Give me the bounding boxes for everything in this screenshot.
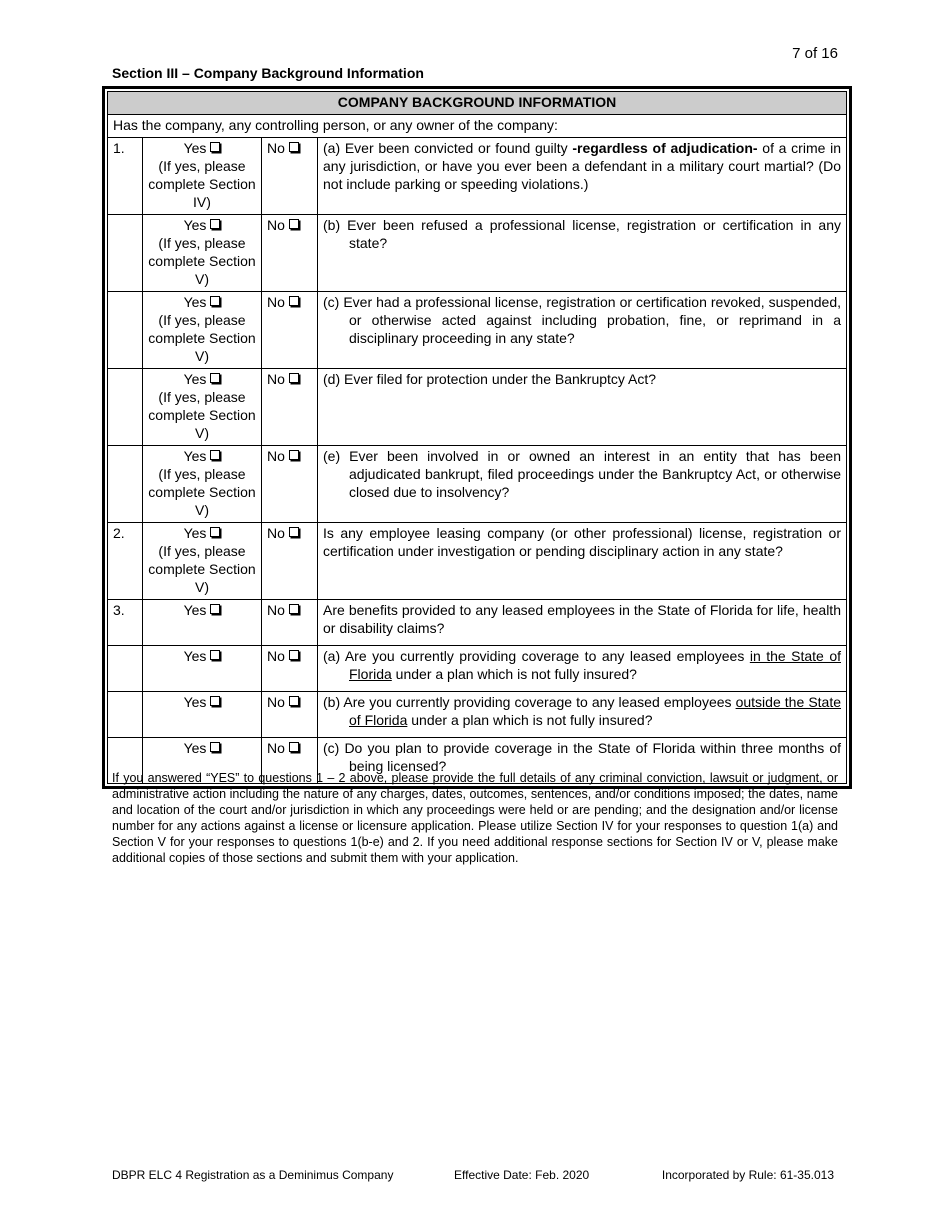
table-row [108, 215, 847, 292]
question-number [108, 215, 143, 292]
question-number [108, 446, 143, 523]
no-checkbox[interactable] [289, 373, 299, 383]
instructions-note: If you answered “YES” to questions 1 – 2 above, please provide the full details of any criminal conviction, lawsuit or judgment, or administrative action including the nature of any charges, dates, outcomes, sentences, and/or conditions imposed; the dates, name and location of the court and/or jurisdiction in which any proceedings were held or are pending; and the designation and/or license number for any actions against a license or licensure application. Please utilize Section IV for your responses to question 1(a) and Section V for your responses to questions 1(b-e) and 2. If you need additional response sections for Section IV or V, please make additional copies of those sections and submit them with your application. [112, 771, 838, 865]
yes-checkbox[interactable] [210, 450, 220, 460]
no-checkbox[interactable] [289, 450, 299, 460]
yes-checkbox[interactable] [210, 296, 220, 306]
table-row [108, 369, 847, 446]
no-label: No [267, 740, 285, 756]
yes-cell [143, 646, 262, 692]
yes-note: (If yes, please complete Section IV) [148, 158, 256, 210]
table-row [108, 523, 847, 600]
yes-checkbox[interactable] [210, 604, 220, 614]
no-label: No [267, 694, 285, 710]
no-checkbox[interactable] [289, 527, 299, 537]
yes-note: (If yes, please complete Section V) [148, 312, 256, 364]
yes-note: (If yes, please complete Section V) [148, 466, 256, 518]
no-label: No [267, 217, 285, 233]
yes-label: Yes [183, 602, 207, 618]
no-cell [262, 446, 318, 523]
no-label: No [267, 140, 285, 156]
yes-checkbox[interactable] [210, 527, 220, 537]
footer-form-name: DBPR ELC 4 Registration as a Deminimus Company [112, 1168, 394, 1182]
no-checkbox[interactable] [289, 650, 299, 660]
yes-checkbox[interactable] [210, 650, 220, 660]
page-number: 7 of 16 [792, 45, 838, 62]
no-label: No [267, 448, 285, 464]
no-checkbox[interactable] [289, 742, 299, 752]
question-text: (b) Ever been refused a professional license, registration or certification in any state? [318, 215, 847, 292]
yes-label: Yes [183, 740, 207, 756]
table-row [108, 446, 847, 523]
no-label: No [267, 371, 285, 387]
yes-note: (If yes, please complete Section V) [148, 389, 256, 441]
yes-cell [143, 446, 262, 523]
no-cell [262, 138, 318, 215]
background-table-frame [102, 86, 852, 789]
yes-checkbox[interactable] [210, 219, 220, 229]
no-label: No [267, 648, 285, 664]
yes-cell [143, 523, 262, 600]
no-cell [262, 369, 318, 446]
yes-label: Yes [183, 140, 207, 156]
no-checkbox[interactable] [289, 142, 299, 152]
yes-cell [143, 692, 262, 738]
section-title: Section III – Company Background Information [112, 65, 424, 81]
question-number: 1. [108, 138, 143, 215]
yes-label: Yes [183, 694, 207, 710]
table-header: COMPANY BACKGROUND INFORMATION [108, 92, 847, 115]
yes-checkbox[interactable] [210, 373, 220, 383]
yes-cell [143, 138, 262, 215]
question-text: (d) Ever filed for protection under the Bankruptcy Act? [318, 369, 847, 446]
question-text: (a) Ever been convicted or found guilty -regardless of adjudication- of a crime in any jurisdiction, or have you ever been a defendant in a military court martial? (Do not include parking or speeding violations.) [318, 138, 847, 215]
yes-note: (If yes, please complete Section V) [148, 543, 256, 595]
yes-cell [143, 215, 262, 292]
question-text: (b) Are you currently providing coverage to any leased employees outside the State of Florida under a plan which is not fully insured? [318, 692, 847, 738]
yes-checkbox[interactable] [210, 696, 220, 706]
no-cell [262, 600, 318, 646]
footer-rule: Incorporated by Rule: 61-35.013 [661, 1168, 834, 1182]
no-checkbox[interactable] [289, 296, 299, 306]
no-cell [262, 523, 318, 600]
no-label: No [267, 525, 285, 541]
question-number: 2. [108, 523, 143, 600]
yes-cell [143, 369, 262, 446]
table-row [108, 292, 847, 369]
table-row [108, 600, 847, 646]
no-label: No [267, 602, 285, 618]
yes-checkbox[interactable] [210, 742, 220, 752]
no-cell [262, 692, 318, 738]
question-text: (c) Ever had a professional license, registration or certification revoked, suspended, or otherwise acted against including probation, fine, or reprimand in a disciplinary proceeding in any state? [318, 292, 847, 369]
background-table [107, 91, 847, 784]
yes-label: Yes [183, 217, 207, 233]
table-intro: Has the company, any controlling person, or any owner of the company: [108, 115, 847, 138]
question-number [108, 292, 143, 369]
table-row [108, 692, 847, 738]
question-number [108, 692, 143, 738]
no-checkbox[interactable] [289, 696, 299, 706]
no-label: No [267, 294, 285, 310]
yes-checkbox[interactable] [210, 142, 220, 152]
yes-label: Yes [183, 371, 207, 387]
yes-cell [143, 600, 262, 646]
question-text: (e) Ever been involved in or owned an interest in an entity that has been adjudicated bankrupt, filed proceedings under the Bankruptcy Act, or otherwise closed due to insolvency? [318, 446, 847, 523]
no-cell [262, 646, 318, 692]
question-text: Are benefits provided to any leased employees in the State of Florida for life, health or disability claims? [318, 600, 847, 646]
question-text: (c) Do you plan to provide coverage in the State of Florida within three months of being licensed? [318, 738, 847, 784]
question-text: Is any employee leasing company (or other professional) license, registration or certification under investigation or pending disciplinary action in any state? [318, 523, 847, 600]
footer-effective-date: Effective Date: Feb. 2020 [454, 1168, 590, 1182]
question-number: 3. [108, 600, 143, 646]
yes-label: Yes [183, 294, 207, 310]
question-number [108, 369, 143, 446]
yes-label: Yes [183, 525, 207, 541]
question-number [108, 646, 143, 692]
yes-label: Yes [183, 648, 207, 664]
yes-note: (If yes, please complete Section V) [148, 235, 256, 287]
no-checkbox[interactable] [289, 604, 299, 614]
question-text: (a) Are you currently providing coverage to any leased employees in the State of Florida under a plan which is not fully insured? [318, 646, 847, 692]
table-row [108, 138, 847, 215]
yes-label: Yes [183, 448, 207, 464]
yes-cell [143, 292, 262, 369]
no-cell [262, 215, 318, 292]
table-row [108, 646, 847, 692]
no-cell [262, 292, 318, 369]
no-checkbox[interactable] [289, 219, 299, 229]
